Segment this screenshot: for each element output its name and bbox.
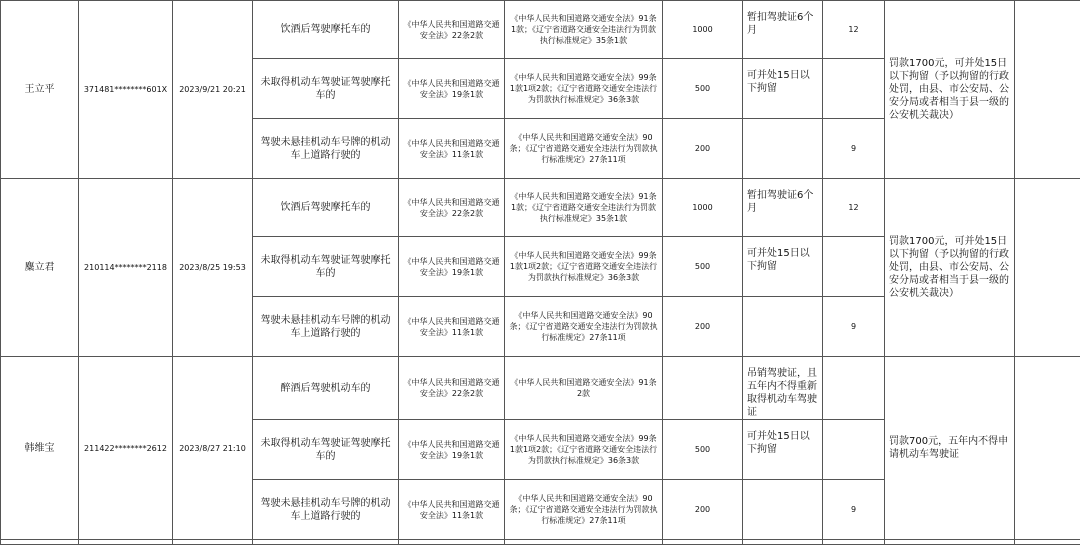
points bbox=[823, 59, 885, 119]
penalty-basis: 《中华人民共和国道路交通安全法》90条；《辽宁省道路交通安全违法行为罚款执行标准规定》27条11项 bbox=[505, 297, 663, 357]
points: 12 bbox=[823, 1, 885, 59]
violated-law: 《中华人民共和国道路交通安全法》11条1款 bbox=[399, 297, 505, 357]
violation-behavior: 未取得机动车驾驶证驾驶摩托车的 bbox=[253, 59, 399, 119]
violation-time: 2023/8/25 19:53 bbox=[173, 179, 253, 357]
fine-amount: 200 bbox=[663, 119, 743, 179]
extra-penalty: 可并处15日以下拘留 bbox=[743, 237, 823, 297]
violation-behavior: 未取得机动车驾驶证驾驶摩托车的 bbox=[253, 237, 399, 297]
violation-time: 2023/9/21 20:21 bbox=[173, 1, 253, 179]
extra-penalty: 暂扣驾驶证6个月 bbox=[743, 1, 823, 59]
blank-cell bbox=[885, 540, 1015, 545]
penalty-basis: 《中华人民共和国道路交通安全法》99条1款1项2款；《辽宁省道路交通安全违法行为罚款执行标准规定》36条3款 bbox=[505, 237, 663, 297]
violation-behavior: 醉酒后驾驶机动车的 bbox=[253, 357, 399, 420]
violation-behavior: 驾驶未悬挂机动车号牌的机动车上道路行驶的 bbox=[253, 297, 399, 357]
violation-time: 2023/8/27 21:10 bbox=[173, 357, 253, 540]
fine-amount: 1000 bbox=[663, 179, 743, 237]
fine-amount: 1000 bbox=[663, 1, 743, 59]
extra-penalty: 暂扣驾驶证6个月 bbox=[743, 179, 823, 237]
points: 9 bbox=[823, 480, 885, 540]
violated-law: 《中华人民共和国道路交通安全法》22条2款 bbox=[399, 1, 505, 59]
blank-cell bbox=[1015, 540, 1080, 545]
blank-cell bbox=[253, 540, 399, 545]
extra-penalty: 可并处15日以下拘留 bbox=[743, 420, 823, 480]
violated-law: 《中华人民共和国道路交通安全法》19条1款 bbox=[399, 420, 505, 480]
penalty-basis: 《中华人民共和国道路交通安全法》91条1款；《辽宁省道路交通安全违法行为罚款执行标准规定》35条1款 bbox=[505, 1, 663, 59]
table-row bbox=[1, 357, 1080, 420]
blank-cell bbox=[1, 540, 79, 545]
violation-behavior: 驾驶未悬挂机动车号牌的机动车上道路行驶的 bbox=[253, 119, 399, 179]
fine-amount: 200 bbox=[663, 297, 743, 357]
points: 9 bbox=[823, 297, 885, 357]
penalty-summary: 罚款1700元，可并处15日以下拘留（予以拘留的行政处罚，由县、市公安局、公安分局或者相当于县一级的公安机关裁决） bbox=[885, 179, 1015, 357]
person-name: 韩维宝 bbox=[1, 357, 79, 540]
table-row bbox=[1, 540, 1080, 545]
blank-cell bbox=[1015, 357, 1080, 540]
extra-penalty bbox=[743, 119, 823, 179]
violated-law: 《中华人民共和国道路交通安全法》22条2款 bbox=[399, 357, 505, 420]
fine-amount: 200 bbox=[663, 480, 743, 540]
points bbox=[823, 357, 885, 420]
extra-penalty bbox=[743, 297, 823, 357]
violation-behavior: 饮酒后驾驶摩托车的 bbox=[253, 179, 399, 237]
extra-penalty bbox=[743, 480, 823, 540]
penalty-basis: 《中华人民共和国道路交通安全法》91条1款；《辽宁省道路交通安全违法行为罚款执行标准规定》35条1款 bbox=[505, 179, 663, 237]
violated-law: 《中华人民共和国道路交通安全法》22条2款 bbox=[399, 179, 505, 237]
fine-amount: 500 bbox=[663, 420, 743, 480]
fine-amount: 500 bbox=[663, 59, 743, 119]
violated-law: 《中华人民共和国道路交通安全法》11条1款 bbox=[399, 480, 505, 540]
extra-penalty: 吊销驾驶证，且五年内不得重新取得机动车驾驶证 bbox=[743, 357, 823, 420]
id-number: 211422********2612 bbox=[79, 357, 173, 540]
person-name: 麋立君 bbox=[1, 179, 79, 357]
penalty-basis: 《中华人民共和国道路交通安全法》90条；《辽宁省道路交通安全违法行为罚款执行标准规定》27条11项 bbox=[505, 480, 663, 540]
penalty-basis: 《中华人民共和国道路交通安全法》99条1款1项2款；《辽宁省道路交通安全违法行为罚款执行标准规定》36条3款 bbox=[505, 59, 663, 119]
points: 12 bbox=[823, 179, 885, 237]
points: 9 bbox=[823, 119, 885, 179]
violation-behavior: 未取得机动车驾驶证驾驶摩托车的 bbox=[253, 420, 399, 480]
blank-cell bbox=[505, 540, 663, 545]
blank-cell bbox=[399, 540, 505, 545]
violated-law: 《中华人民共和国道路交通安全法》19条1款 bbox=[399, 237, 505, 297]
fine-amount: 500 bbox=[663, 237, 743, 297]
extra-penalty: 可并处15日以下拘留 bbox=[743, 59, 823, 119]
violated-law: 《中华人民共和国道路交通安全法》19条1款 bbox=[399, 59, 505, 119]
table-row bbox=[1, 179, 1080, 237]
penalty-summary: 罚款700元，五年内不得申请机动车驾驶证 bbox=[885, 357, 1015, 540]
blank-cell bbox=[173, 540, 253, 545]
points bbox=[823, 420, 885, 480]
blank-cell bbox=[1015, 1, 1080, 179]
table-row bbox=[1, 1, 1080, 59]
blank-cell bbox=[743, 540, 823, 545]
violated-law: 《中华人民共和国道路交通安全法》11条1款 bbox=[399, 119, 505, 179]
id-number: 371481********601X bbox=[79, 1, 173, 179]
blank-cell bbox=[1015, 179, 1080, 357]
blank-cell bbox=[79, 540, 173, 545]
blank-cell bbox=[663, 540, 743, 545]
violation-behavior: 驾驶未悬挂机动车号牌的机动车上道路行驶的 bbox=[253, 480, 399, 540]
blank-cell bbox=[823, 540, 885, 545]
fine-amount bbox=[663, 357, 743, 420]
violation-behavior: 饮酒后驾驶摩托车的 bbox=[253, 1, 399, 59]
penalty-basis: 《中华人民共和国道路交通安全法》99条1款1项2款；《辽宁省道路交通安全违法行为罚款执行标准规定》36条3款 bbox=[505, 420, 663, 480]
person-name: 王立平 bbox=[1, 1, 79, 179]
id-number: 210114********2118 bbox=[79, 179, 173, 357]
penalty-basis: 《中华人民共和国道路交通安全法》91条2款 bbox=[505, 357, 663, 420]
penalty-summary: 罚款1700元，可并处15日以下拘留（予以拘留的行政处罚，由县、市公安局、公安分局或者相当于县一级的公安机关裁决） bbox=[885, 1, 1015, 179]
penalty-basis: 《中华人民共和国道路交通安全法》90条；《辽宁省道路交通安全违法行为罚款执行标准规定》27条11项 bbox=[505, 119, 663, 179]
points bbox=[823, 237, 885, 297]
